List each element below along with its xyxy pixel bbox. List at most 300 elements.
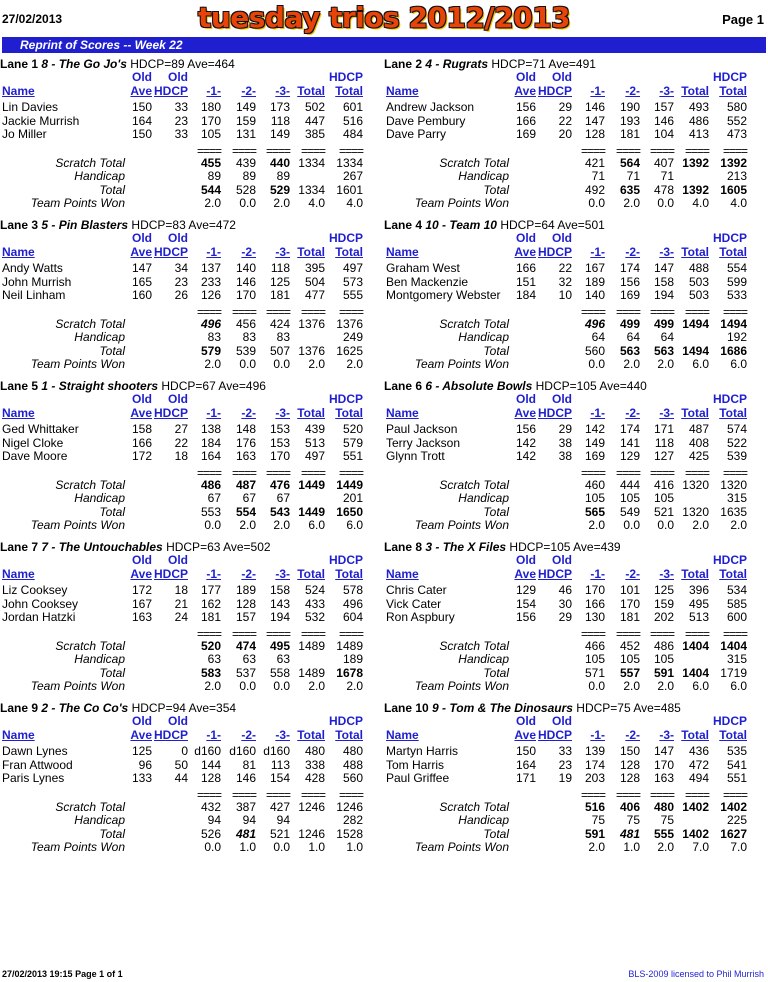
total-value: 1320 [682,504,709,519]
col-old-ave-top: Old [516,714,536,728]
player-cell: 173 [269,100,290,114]
scratch-total-value: 427 [269,799,290,814]
player-cell: 163 [653,771,674,785]
team-hdcp-ave: HDCP=67 Ave=496 [161,379,266,393]
player-cell: 503 [688,274,709,289]
player-cell: 24 [174,610,188,624]
handicap-value: 63 [242,652,256,666]
col-hdcp_total-label: Total [719,567,747,581]
player-cell: 105 [200,127,221,141]
total-value: 1392 [682,182,709,197]
player-cell: 166 [515,113,536,128]
lane-header [0,57,235,71]
handicap-value: 94 [242,813,256,827]
player-cell: 18 [174,583,188,597]
player-name: Dave Moore [2,449,68,463]
col-hdcp-label: HDCP [537,245,572,259]
handicap-label: Handicap [74,491,125,505]
total-row [384,828,764,842]
total-value: 481 [235,826,256,841]
scratch-total-value: 1392 [682,155,709,170]
col-total-label: Total [681,728,709,742]
scratch-total-value: 499 [653,316,674,331]
player-name: John Murrish [2,274,72,289]
handicap-value: 315 [726,652,747,666]
player-cell: 532 [304,610,325,624]
col-g1-label: -1- [206,567,221,581]
team-points-label: Team Points Won [414,357,509,371]
team-points-value: 1.0 [239,840,256,854]
player-cell: 38 [558,435,572,450]
player-cell: 477 [304,288,325,302]
separator: ==== [684,787,709,802]
team-name: 8 - The Go Jo's [41,57,127,71]
separator: ==== [300,304,325,319]
col-name [386,568,419,582]
team-name: 6 - Absolute Bowls [425,379,533,393]
col-hdcp-total-top: HDCP [712,553,747,567]
player-cell: 169 [619,288,640,302]
handicap-value: 192 [726,330,747,344]
player-cell: 166 [131,435,152,450]
total-value: 521 [653,504,674,519]
player-cell: 153 [269,435,290,450]
col-g3 [250,729,290,743]
team-hdcp-ave: HDCP=75 Ave=485 [576,701,681,715]
total-value: 591 [653,665,674,680]
col-total [669,85,709,99]
player-cell: 164 [131,113,152,128]
scratch-total-row [0,640,380,654]
player-cell: 495 [688,596,709,611]
total-value: 571 [584,665,605,680]
col-g2-label: -2- [241,245,256,259]
player-cell: 29 [558,610,572,624]
col-hdcp-total-top: HDCP [328,714,363,728]
column-header [0,568,380,582]
player-cell: 578 [342,583,363,597]
handicap-value: 67 [207,491,221,505]
col-hdcp_total-label: Total [719,406,747,420]
team-points-row [384,197,764,211]
player-cell: 142 [515,449,536,463]
col-name-label: Name [2,406,35,420]
team-points-value: 0.0 [239,196,256,210]
team-points-value: 0.0 [273,357,290,371]
total-value: 528 [235,182,256,197]
handicap-value: 71 [660,169,674,183]
player-cell: 143 [269,596,290,611]
footer-timestamp: 27/02/2013 19:15 Page 1 of 1 [2,969,123,979]
total-value: 544 [200,182,221,197]
total-value: 635 [619,182,640,197]
player-cell: 0 [181,744,188,758]
column-header [0,246,380,260]
player-row [384,437,764,451]
column-header-top [384,393,764,407]
player-row [0,423,380,437]
player-row [384,115,764,129]
player-cell: 194 [269,610,290,624]
separator: ==== [338,304,363,319]
total-value: 565 [584,504,605,519]
team-points-value: 2.0 [204,679,221,693]
player-name: Neil Linham [2,288,66,302]
player-cell: 129 [619,449,640,463]
lane-number: Lane 9 [0,701,39,715]
total-value: 1678 [336,665,363,680]
column-header [384,729,764,743]
player-name: Andrew Jackson [386,100,475,114]
separator: ==== [722,465,747,480]
player-cell: 128 [235,596,256,611]
team-points-row [384,841,764,855]
col-hdcp_total-label: Total [719,245,747,259]
player-name: Dave Pembury [386,113,466,128]
player-cell: 104 [653,127,674,141]
separator: ==== [265,626,290,641]
team-points-value: 0.0 [273,840,290,854]
scratch-total-row [0,801,380,815]
player-cell: 156 [515,422,536,436]
player-row [0,598,380,612]
player-cell: 408 [688,435,709,450]
player-cell: 554 [726,261,747,275]
player-name: Dawn Lynes [2,744,68,758]
separator: ==== [196,304,221,319]
col-old-ave-top: Old [132,231,152,245]
total-label: Total [99,504,125,519]
handicap-row [0,170,380,184]
scratch-total-value: 1392 [720,155,747,170]
player-cell: 497 [304,449,325,463]
col-g1 [565,85,605,99]
team-name: 5 - Pin Blasters [41,218,129,232]
player-cell: 166 [584,596,605,611]
player-cell: 601 [342,100,363,114]
player-cell: 473 [726,127,747,141]
player-cell: 170 [235,288,256,302]
lane-header [384,379,647,393]
team-points-row [0,519,380,533]
separator: ==== [265,143,290,158]
total-value: 478 [653,182,674,197]
col-g3 [634,729,674,743]
col-hdcp_total [323,85,363,99]
team-points-value: 0.0 [204,840,221,854]
player-cell: 164 [515,757,536,772]
player-cell: 170 [584,583,605,597]
separator: ==== [615,304,640,319]
separator: ==== [300,787,325,802]
player-cell: 496 [342,596,363,611]
handicap-value: 105 [619,491,640,505]
col-ave [496,729,536,743]
team-points-value: 6.0 [692,679,709,693]
column-header-top [0,554,380,568]
total-value: 1601 [336,182,363,197]
team-points-row [384,358,764,372]
player-name: Nigel Cloke [2,435,64,450]
col-g1-label: -1- [206,728,221,742]
handicap-value: 105 [619,652,640,666]
col-g1 [181,407,221,421]
total-row [0,667,380,681]
col-total-label: Total [297,245,325,259]
player-name: Ron Aspbury [386,610,455,624]
player-row [384,745,764,759]
player-cell: 480 [304,744,325,758]
col-hdcp-label: HDCP [153,406,188,420]
handicap-row [0,331,380,345]
scratch-total-value: 516 [584,799,605,814]
lane-number: Lane 1 [0,57,39,71]
player-cell: 233 [200,274,221,289]
separator: ==== [231,143,256,158]
col-old-ave-top: Old [516,231,536,245]
scratch-total-value: 1489 [336,638,363,653]
col-old-ave-top: Old [516,553,536,567]
col-g1 [565,729,605,743]
scratch-total-value: 424 [269,316,290,331]
handicap-label: Handicap [458,169,509,183]
column-header-top [384,554,764,568]
scratch-total-value: 1246 [298,799,325,814]
team-points-value: 4.0 [730,196,747,210]
handicap-value: 83 [242,330,256,344]
player-cell: 174 [619,422,640,436]
col-g3-label: -3- [659,245,674,259]
col-old-ave-top: Old [132,70,152,84]
player-cell: 158 [131,422,152,436]
team-points-row [0,680,380,694]
player-cell: 167 [584,261,605,275]
col-total [285,246,325,260]
col-hdcp_total-label: Total [335,567,363,581]
player-cell: 190 [619,100,640,114]
col-total [669,568,709,582]
lane-number: Lane 10 [384,701,429,715]
total-value: 539 [235,343,256,358]
player-name: Chris Cater [386,583,447,597]
col-g3-label: -3- [659,406,674,420]
scratch-total-value: 407 [653,155,674,170]
player-cell: 148 [235,422,256,436]
separator: ==== [649,143,674,158]
player-cell: 140 [235,261,256,275]
player-row [0,745,380,759]
lane-header [384,218,605,232]
team-name: 10 - Team 10 [425,218,497,232]
scratch-total-value: 452 [619,638,640,653]
col-hdcp-label: HDCP [537,406,572,420]
col-hdcp-total-top: HDCP [328,70,363,84]
col-g2-label: -2- [625,728,640,742]
player-cell: 428 [304,771,325,785]
team-points-value: 1.0 [308,840,325,854]
player-name: Liz Cooksey [2,583,68,597]
player-cell: 413 [688,127,709,141]
player-cell: 146 [235,771,256,785]
player-cell: 146 [235,274,256,289]
total-row [0,828,380,842]
player-cell: 142 [584,422,605,436]
team-points-value: 2.0 [692,518,709,532]
col-g1-label: -1- [206,406,221,420]
player-cell: 130 [584,610,605,624]
team-points-value: 0.0 [588,679,605,693]
player-cell: 396 [688,583,709,597]
player-cell: 171 [515,771,536,785]
player-cell: 579 [342,435,363,450]
col-total-label: Total [681,567,709,581]
total-value: 1625 [336,343,363,358]
col-total [285,85,325,99]
separator: ==== [300,143,325,158]
player-name: Graham West [386,261,460,275]
scratch-total-row [384,479,764,493]
separator: ==== [649,787,674,802]
team-hdcp-ave: HDCP=89 Ave=464 [130,57,235,71]
scratch-total-value: 1320 [682,477,709,492]
player-name: Vick Cater [386,596,442,611]
handicap-value: 83 [276,330,290,344]
scratch-total-label: Scratch Total [55,638,125,653]
scratch-total-value: 455 [200,155,221,170]
scratch-total-row [0,157,380,171]
player-cell: 177 [200,583,221,597]
team-points-value: 1.0 [623,840,640,854]
scratch-total-row [384,157,764,171]
scratch-total-value: 520 [200,638,221,653]
player-name: Jordan Hatzki [2,610,76,624]
player-cell: 533 [726,288,747,302]
handicap-value: 213 [726,169,747,183]
player-cell: 181 [200,610,221,624]
player-cell: 160 [131,288,152,302]
total-value: 543 [269,504,290,519]
player-cell: 154 [269,771,290,785]
handicap-value: 71 [591,169,605,183]
player-cell: 494 [688,771,709,785]
player-cell: 181 [269,288,290,302]
col-total-label: Total [681,84,709,98]
scratch-total-value: 1449 [298,477,325,492]
col-hdcp_total [323,407,363,421]
handicap-value: 282 [342,813,363,827]
column-header [384,85,764,99]
col-total [669,729,709,743]
total-value: 591 [584,826,605,841]
col-g2-label: -2- [625,245,640,259]
team-name: 2 - The Co Co's [41,701,129,715]
scratch-total-value: 564 [619,155,640,170]
handicap-value: 105 [653,491,674,505]
col-hdcp_total [707,85,747,99]
player-cell: 118 [270,113,290,128]
player-name: Ben Mackenzie [386,274,469,289]
player-cell: 139 [584,744,605,758]
scratch-total-label: Scratch Total [55,477,125,492]
column-header-top [384,71,764,85]
scratch-total-value: 440 [269,155,290,170]
handicap-value: 201 [342,491,363,505]
player-cell: 439 [304,422,325,436]
team-points-label: Team Points Won [30,518,125,532]
player-name: Ged Whittaker [2,422,79,436]
scratch-total-value: 487 [235,477,256,492]
lane-number: Lane 2 [384,57,423,71]
col-ave-label: Ave [130,567,152,581]
player-cell: 166 [515,261,536,275]
total-value: 481 [619,826,640,841]
player-cell: 522 [726,435,747,450]
scratch-total-value: 1334 [298,155,325,170]
player-cell: 539 [726,449,747,463]
total-row [0,184,380,198]
team-points-label: Team Points Won [30,196,125,210]
player-cell: 29 [558,422,572,436]
separator: ==== [684,465,709,480]
team-points-value: 2.0 [204,357,221,371]
total-label: Total [483,826,509,841]
separator: ==== [684,626,709,641]
team-points-value: 2.0 [657,840,674,854]
scratch-total-label: Scratch Total [439,638,509,653]
player-cell: 33 [174,100,188,114]
player-cell: 146 [584,100,605,114]
team-points-label: Team Points Won [30,357,125,371]
player-cell: 33 [174,127,188,141]
player-cell: 156 [515,100,536,114]
col-g3-label: -3- [275,406,290,420]
player-cell: 34 [174,261,188,275]
handicap-value: 63 [207,652,221,666]
total-row [384,667,764,681]
col-hdcp-label: HDCP [153,728,188,742]
player-cell: 163 [235,449,256,463]
player-cell: 604 [342,610,363,624]
col-old-hdcp-top: Old [168,553,188,567]
player-cell: 599 [726,274,747,289]
col-ave [496,85,536,99]
scratch-total-value: 496 [584,316,605,331]
col-total-label: Total [297,406,325,420]
separator: ==== [615,787,640,802]
player-cell: 32 [558,274,572,289]
col-g1 [181,85,221,99]
col-g2-label: -2- [625,567,640,581]
col-g1-label: -1- [206,245,221,259]
col-name [2,85,35,99]
team-hdcp-ave: HDCP=105 Ave=440 [535,379,647,393]
player-name: Paul Griffee [386,771,450,785]
team-points-value: 0.0 [657,518,674,532]
team-points-label: Team Points Won [414,518,509,532]
col-ave-label: Ave [130,84,152,98]
team-points-row [384,680,764,694]
player-cell: 137 [200,261,221,275]
team-points-value: 2.0 [730,518,747,532]
total-value: 1402 [682,826,709,841]
total-value: 1376 [298,343,325,358]
team-points-value: 0.0 [239,679,256,693]
player-cell: 487 [688,422,709,436]
player-cell: 534 [726,583,747,597]
col-total-label: Total [297,84,325,98]
col-hdcp_total [707,246,747,260]
player-cell: 164 [200,449,221,463]
